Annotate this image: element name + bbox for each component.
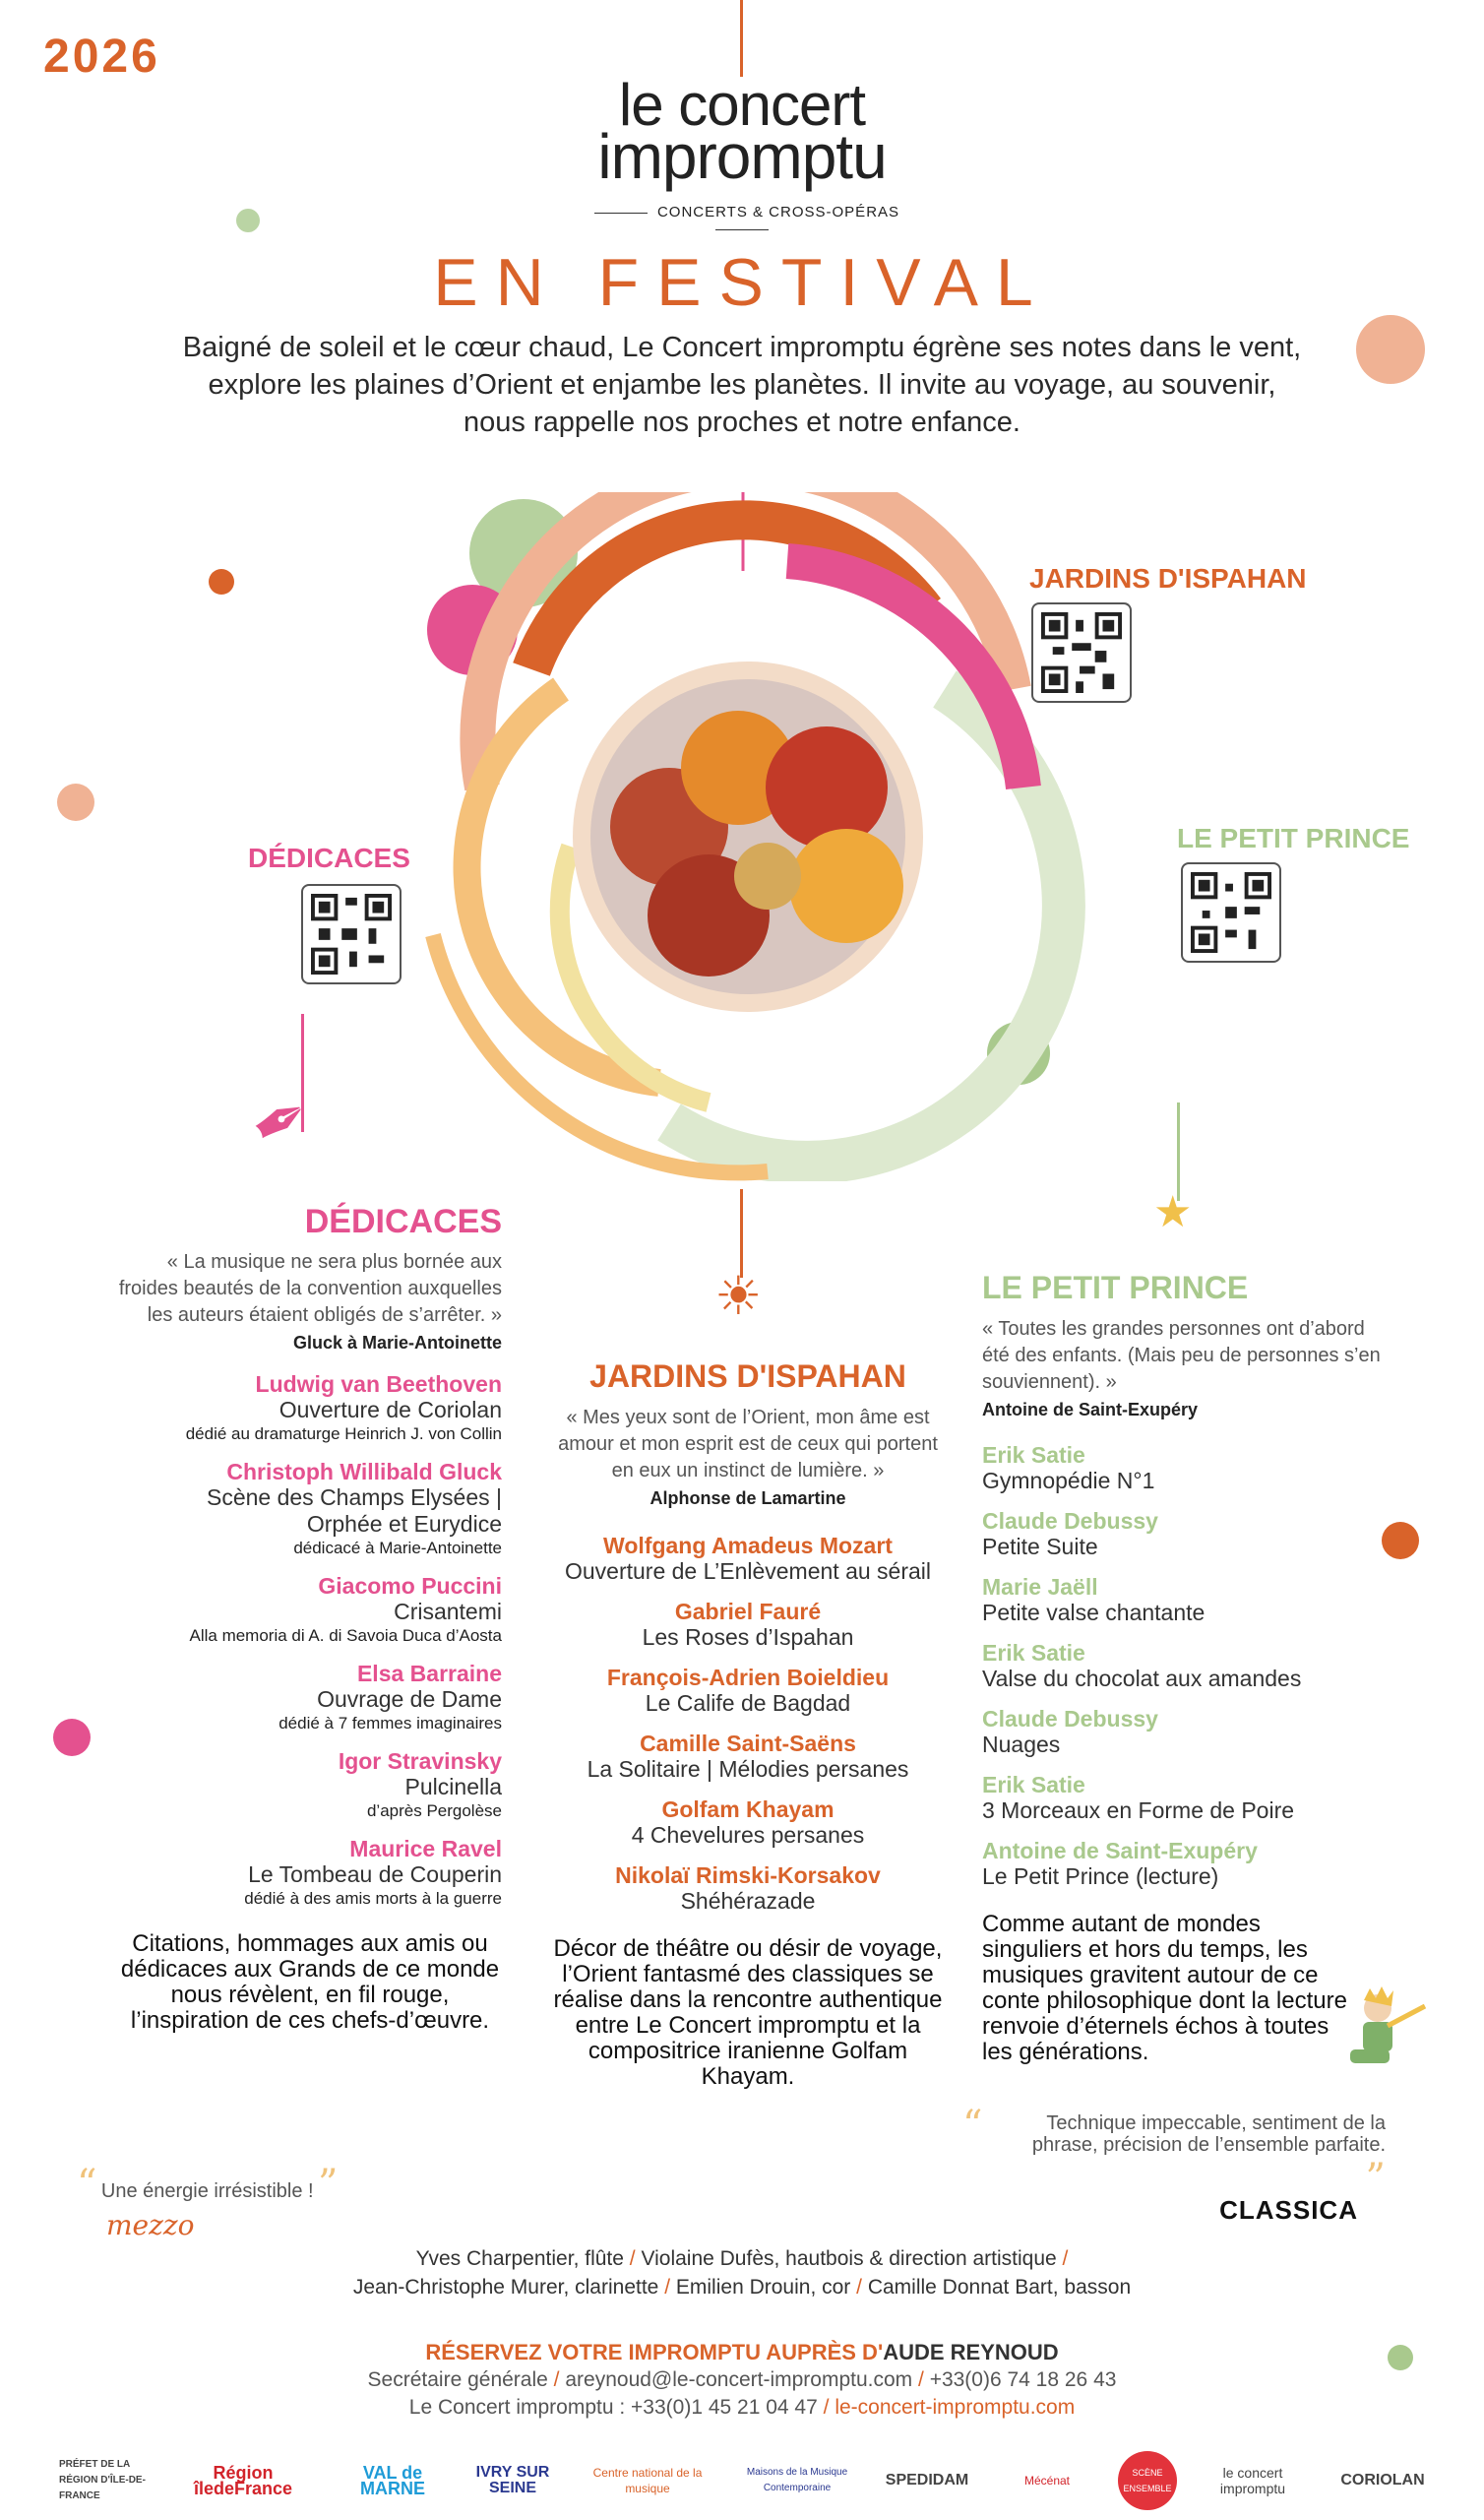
partner-logo: le concert impromptu [1219,2465,1286,2496]
sun-icon: ☀ [714,1267,763,1326]
program-item [98,1573,502,1647]
program-item [98,1371,502,1445]
work-title: 3 Morceaux en Forme de Poire [982,1797,1295,1823]
dedicaces-section [98,1203,502,2034]
credits-line-1 [0,2244,1484,2273]
dedicaces-quote: « La musique ne sera plus bornée aux froides beautés de la convention auxquelles les auteurs étaient obligés de s’arrêter. » [118,1251,502,1326]
partner-logo: Maisons de la Musique Contemporaine [746,2467,848,2493]
program-item [982,1640,1395,1692]
logo-tagline: CONCERTS & CROSS-OPÉRAS [551,204,933,237]
work-title: Ouvrage de Dame [317,1686,502,1712]
qr-code-dedicaces[interactable] [301,884,402,984]
program-item [982,1838,1395,1890]
logo-line1: le concert [618,72,866,138]
composer-name: Wolfgang Amadeus Mozart [603,1533,893,1558]
composer-name: Gabriel Fauré [674,1599,822,1624]
deco-dot [209,569,234,595]
dedication-note: dédié à 7 femmes imaginaires [278,1714,502,1732]
org-phone[interactable]: Le Concert impromptu : +33(0)1 45 21 04 47 [408,2396,818,2419]
separator: / [918,2368,924,2391]
logo-line2: impromptu [597,121,887,192]
qr-code-petit-prince[interactable] [1181,862,1281,963]
press-quote-classica [962,2103,1386,2226]
partner-logo: SCÈNE ENSEMBLE [1118,2451,1177,2510]
composer-name: Antoine de Saint-Exupéry [982,1838,1258,1863]
dedicaces-quote-author: Gluck à Marie-Antoinette [292,1333,502,1353]
booking-info [0,2339,1484,2422]
program-item [982,1706,1395,1758]
work-title: Le Petit Prince (lecture) [982,1863,1219,1889]
program-item [551,1533,945,1585]
program-item [98,1748,502,1822]
petit-prince-quote: « Toutes les grandes personnes ont d’abord été des enfants. (Mais peu de personnes s’en souviennent). » [982,1318,1381,1393]
partner-logo: SPEDIDAM [885,2472,969,2488]
dedication-note: Alla memoria di A. di Savoia Duca d’Aosta [189,1626,502,1645]
year: 2026 [43,31,160,83]
petit-prince-title: LE PETIT PRINCE [982,1270,1249,1305]
separator: / [856,2276,862,2299]
deco-dot [1356,315,1425,384]
deco-dot [57,784,94,821]
close-quote-icon: ” [318,2162,339,2207]
deco-dot [53,1719,91,1756]
composer-name: Elsa Barraine [356,1661,502,1686]
classica-logo: CLASSICA [1219,2195,1358,2225]
open-quote-icon: “ [962,2103,983,2148]
work-title: Scène des Champs Elysées | Orphée et Eurydice [206,1484,502,1537]
central-artwork [413,492,1102,1181]
composer-name: Giacomo Puccini [318,1573,502,1599]
performers-credits [0,2244,1484,2301]
orange-hanging-line [740,1189,743,1278]
booking-org-line [0,2394,1484,2422]
performer-name: Violaine Dufès [641,2247,774,2270]
composer-name: Marie Jaëll [982,1574,1098,1600]
partner-logo: VAL de MARNE [360,2463,425,2498]
program-item [98,1459,502,1559]
composer-name: Claude Debussy [982,1508,1158,1534]
website-link[interactable]: le-concert-impromptu.com [835,2396,1076,2419]
work-title: La Solitaire | Mélodies persanes [587,1756,909,1782]
work-title: Valse du chocolat aux amandes [982,1666,1302,1691]
performer-name: Emilien Drouin [675,2276,811,2299]
performer-role: , flûte [573,2247,624,2270]
work-title: Le Calife de Bagdad [645,1690,851,1716]
qr-label-jardins: JARDINS D'ISPAHAN [1029,563,1307,594]
composer-name: Igor Stravinsky [338,1748,502,1774]
press-quote-text: Technique impeccable, sentiment de la phrase, précision de l’ensemble parfaite. [1031,2112,1386,2156]
composer-name: Christoph Willibald Gluck [226,1459,502,1484]
performer-name: Camille Donnat Bart [867,2276,1053,2299]
open-quote-icon: “ [77,2162,97,2207]
partner-logo: IVRY SUR SEINE [475,2464,550,2496]
program-item [98,1836,502,1910]
work-title: Shéhérazade [680,1888,816,1914]
headline: EN FESTIVAL [433,245,1051,320]
work-title: Ouverture de L’Enlèvement au sérail [564,1558,932,1584]
program-item [982,1772,1395,1824]
star-icon: ★ [1153,1188,1193,1236]
separator: / [629,2247,636,2270]
separator: / [823,2396,830,2419]
secretary-label: Secrétaire générale [367,2368,548,2391]
program-item [982,1442,1395,1494]
intro-paragraph: Baigné de soleil et le cœur chaud, Le Concert impromptu égrène ses notes dans le vent, explore les plaines d’Orient et enjambe les planètes. Il invite au voyage, au souvenir, nous rappelle nos proches et notre enfance. [182,332,1302,438]
work-title: Gymnopédie N°1 [982,1468,1155,1493]
work-title: Petite valse chantante [982,1600,1206,1625]
close-quote-icon: ” [1365,2156,1386,2201]
program-item [551,1665,945,1717]
program-item [551,1731,945,1783]
program-item [98,1661,502,1734]
performer-role: , hautbois & direction artistique [773,2247,1057,2270]
performer-role: , basson [1052,2276,1132,2299]
program-item [982,1508,1395,1560]
jardins-quote-author: Alphonse de Lamartine [649,1488,846,1508]
composer-name: Erik Satie [982,1442,1085,1468]
separator: / [553,2368,560,2391]
qr-label-petit-prince: LE PETIT PRINCE [1177,823,1410,853]
work-title: Les Roses d’Ispahan [642,1624,854,1650]
booking-contact-name: AUDE REYNOUD [883,2340,1059,2364]
program-item [551,1796,945,1849]
jardins-paragraph: Décor de théâtre ou désir de voyage, l’Orient fantasmé des classiques se réalise dans la rencontre authentique entre Le Concert impromptu et la compositrice iranienne Golfam Khayam. [553,1935,943,2090]
separator: / [1062,2247,1069,2270]
composer-name: Erik Satie [982,1772,1085,1797]
jardins-quote: « Mes yeux sont de l’Orient, mon âme est amour et mon esprit est de ceux qui portent en eux un instinct de lumière. » [558,1407,938,1481]
dedication-note: d’après Pergolèse [366,1801,502,1820]
composer-name: François-Adrien Boieldieu [606,1665,890,1690]
press-quote-mezzo [77,2162,392,2241]
qr-code-icon [311,894,392,975]
composer-name: Erik Satie [982,1640,1085,1666]
contact-phone[interactable]: +33(0)6 74 18 26 43 [929,2368,1117,2391]
feather-icon: ✒ [236,1073,326,1169]
qr-code-icon [1191,872,1271,953]
jardins-title: JARDINS D'ISPAHAN [589,1358,906,1394]
mezzo-logo: mezzo [106,2209,195,2241]
petit-prince-paragraph: Comme autant de mondes singuliers et hors du temps, les musiques gravitent autour de ce conte philosophique dont la lecture renvoie d’éternels échos à toutes les générations. [982,1911,1347,2065]
dedicaces-title: DÉDICACES [304,1203,502,1240]
booking-title-text: RÉSERVEZ VOTRE IMPROMPTU AUPRÈS D' [425,2340,884,2364]
composer-name: Claude Debussy [982,1706,1158,1732]
qr-code-icon [1041,612,1122,693]
partner-logo: Centre national de la musique [592,2466,703,2495]
composer-name: Nikolaï Rimski-Korsakov [615,1862,881,1888]
dedication-note: dédicacé à Marie-Antoinette [293,1539,502,1557]
dedication-note: dédié au dramaturge Heinrich J. von Collin [185,1424,502,1443]
work-title: Le Tombeau de Couperin [248,1861,502,1887]
little-prince-illustration [1309,1929,1466,2116]
press-quote-text: Une énergie irrésistible ! [100,2180,314,2202]
dedication-note: dédié à des amis morts à la guerre [244,1889,502,1908]
partner-logo: Région îledeFrance [193,2463,293,2498]
green-hanging-line [1177,1102,1180,1201]
work-title: 4 Chevelures persanes [631,1822,865,1848]
work-title: Nuages [982,1732,1061,1757]
performer-role: , cor [810,2276,851,2299]
booking-title [0,2339,1484,2366]
program-item [551,1599,945,1651]
credits-line-2 [0,2273,1484,2301]
program-item [551,1862,945,1915]
partner-logo: Mécénat [1023,2474,1071,2488]
partner-logo: CORIOLAN [1340,2472,1425,2488]
composer-name: Maurice Ravel [349,1836,502,1861]
contact-email-link[interactable]: areynoud@le-concert-impromptu.com [565,2368,913,2391]
dedicaces-paragraph: Citations, hommages aux amis ou dédicaces aux Grands de ce monde nous révèlent, en fil rouge, l’inspiration de ces chefs-d’œuvre. [120,1930,500,2034]
performer-name: Yves Charpentier [415,2247,574,2270]
program-item [982,1574,1395,1626]
composer-name: Camille Saint-Saëns [640,1731,856,1756]
work-title: Ouverture de Coriolan [278,1397,502,1422]
petit-prince-quote-author: Antoine de Saint-Exupéry [982,1400,1199,1419]
work-title: Pulcinella [404,1774,502,1799]
logo [551,0,933,236]
partner-logos [59,2451,1437,2510]
performer-name: Jean-Christophe Murer [352,2276,564,2299]
performer-role: , clarinette [563,2276,659,2299]
jardins-section [551,1358,945,2090]
separator: / [664,2276,671,2299]
qr-label-dedicaces: DÉDICACES [248,843,410,873]
booking-contact-line [0,2366,1484,2394]
composer-name: Golfam Khayam [661,1796,835,1822]
composer-name: Ludwig van Beethoven [255,1371,502,1397]
deco-dot [236,209,260,232]
qr-code-jardins[interactable] [1031,602,1132,703]
partner-logo: PRÉFET DE LA RÉGION D'ÎLE-DE-FRANCE [59,2459,146,2501]
work-title: Petite Suite [982,1534,1098,1559]
work-title: Crisantemi [394,1599,502,1624]
